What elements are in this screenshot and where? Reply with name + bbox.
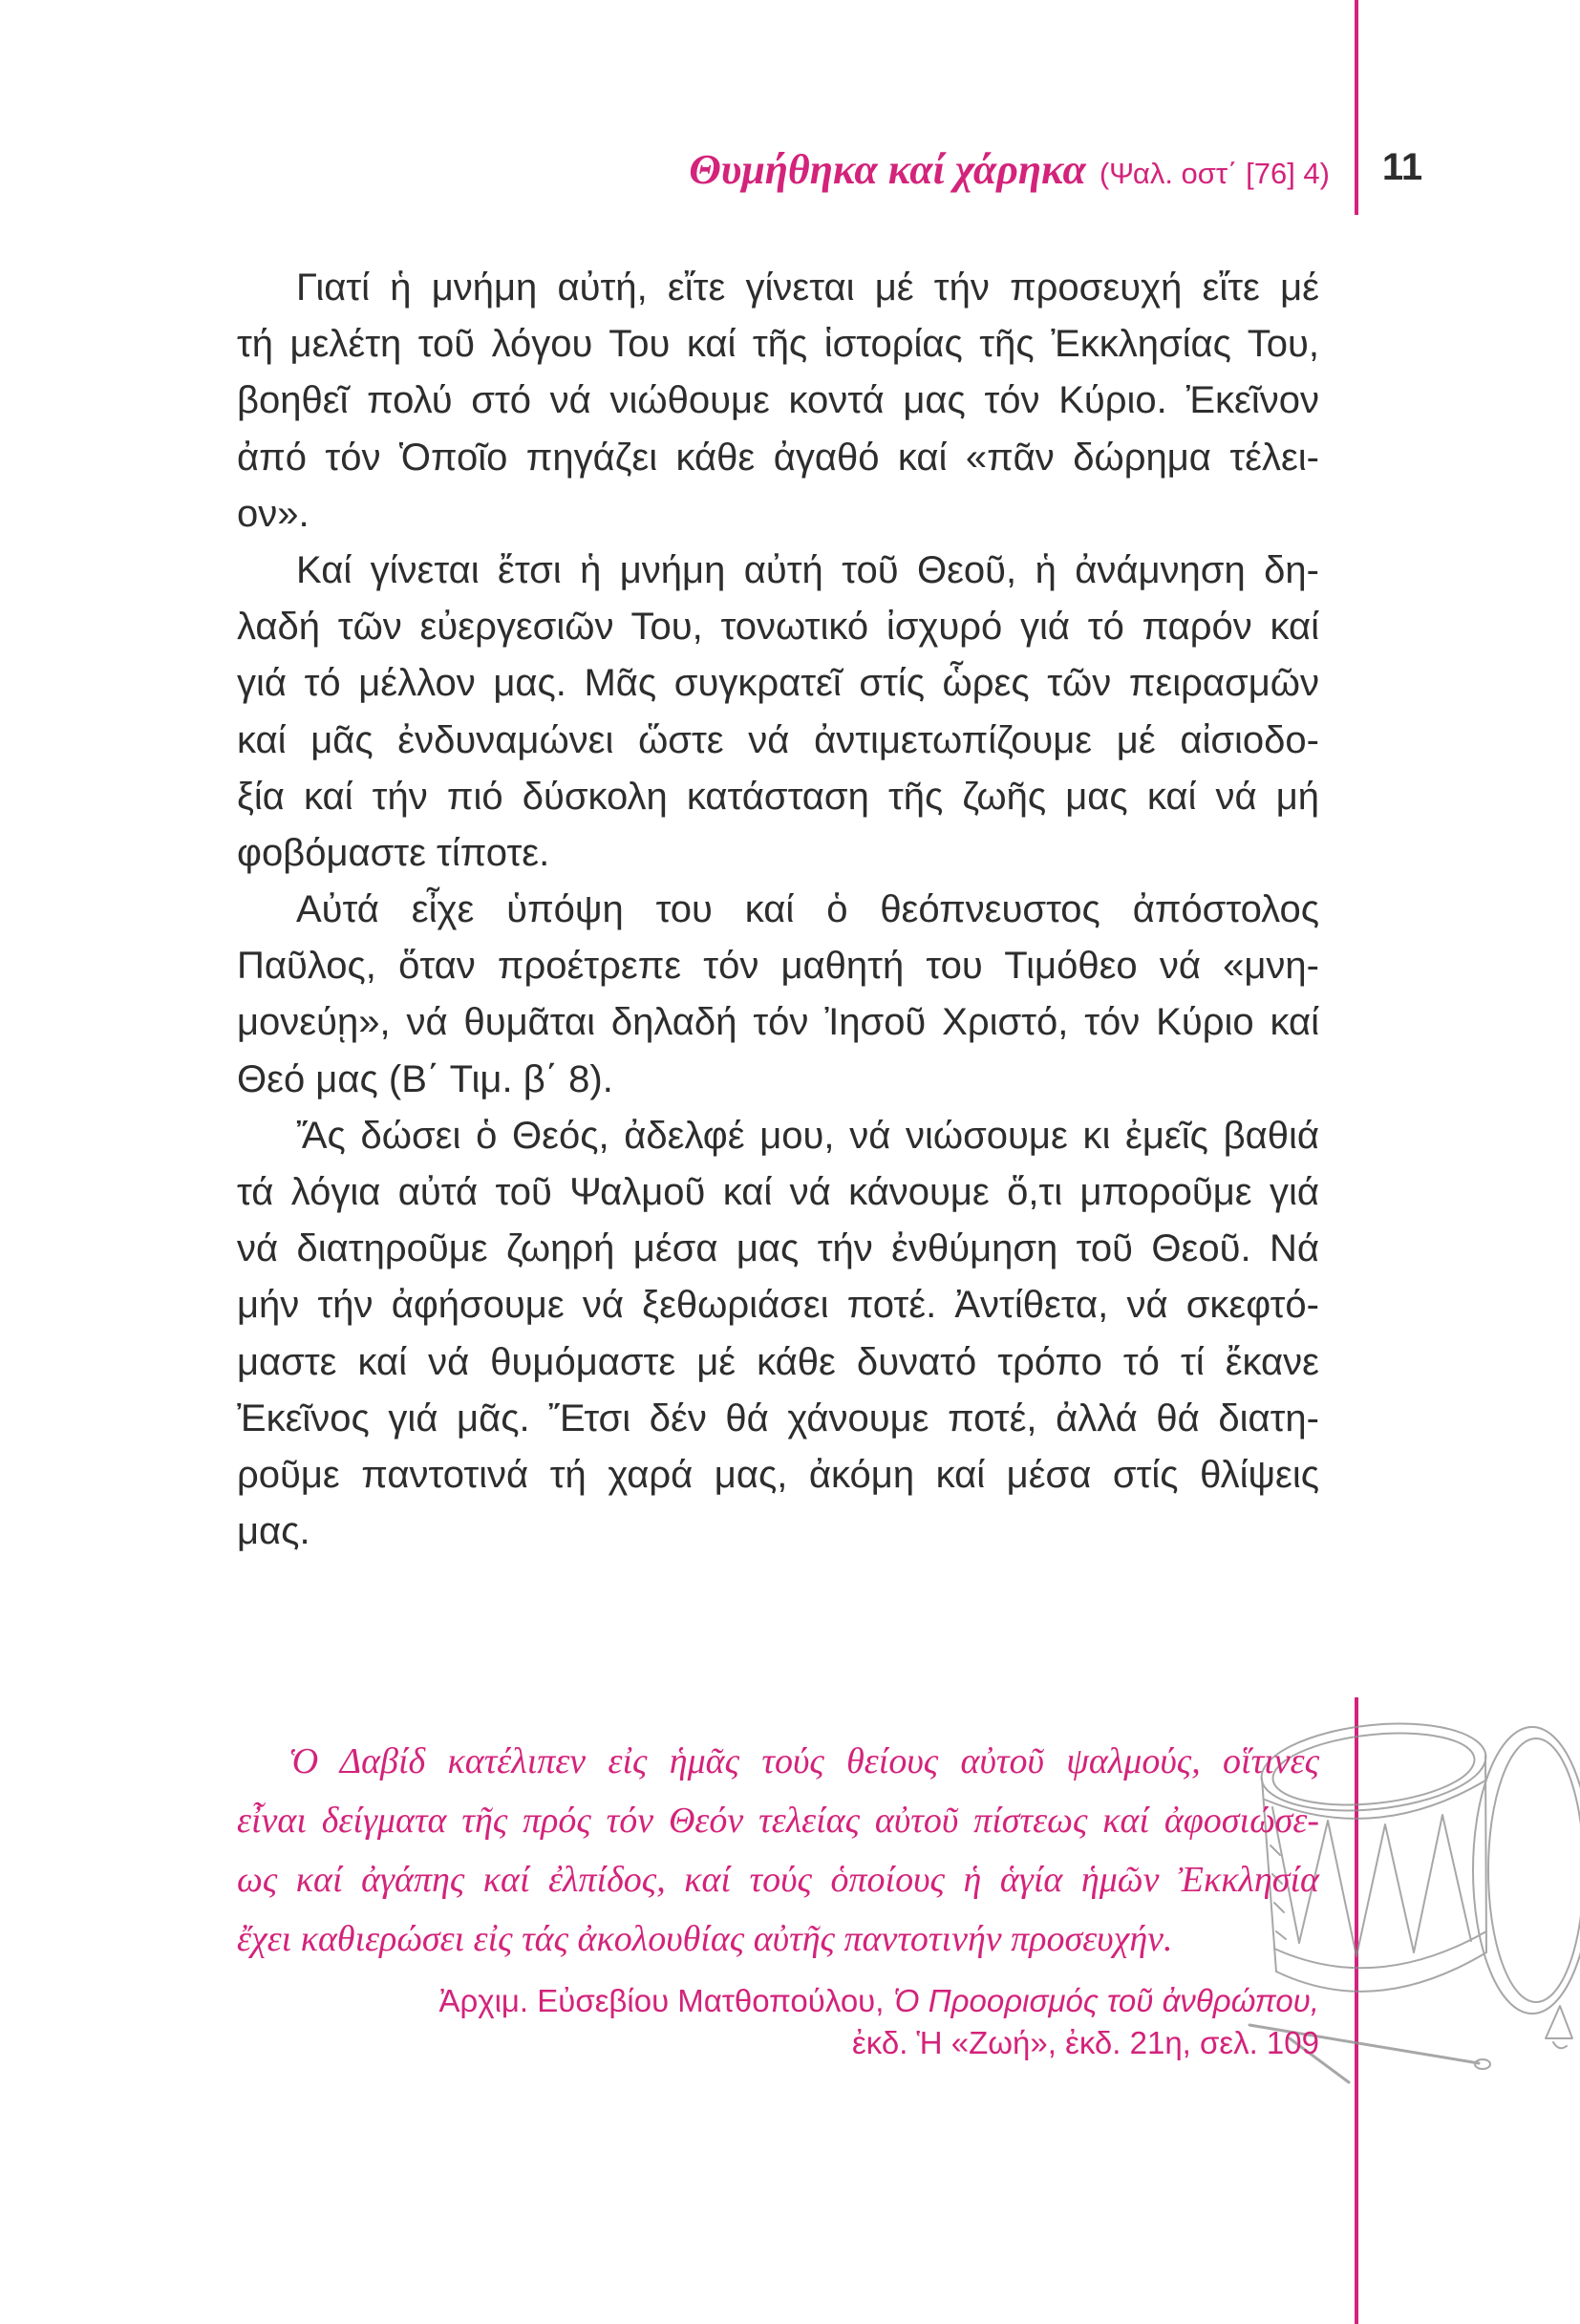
paragraph [237,543,1319,882]
quote-line: Ὁ Δαβίδ κατέλιπεν εἰς ἡμᾶς τούς θείους αὐτοῦ ψαλμούς, οἵτινες [288,1741,1319,1781]
body-line: γιά τό μέλλον μας. Μᾶς συγκρατεῖ στίς ὧρες τῶν πειρασμῶν [237,662,1319,705]
attribution-author: Ἀρχιμ. Εὐσεβίου Ματθοπούλου, [438,1983,885,2018]
body-line: Καί γίνεται ἔτσι ἡ μνήμη αὐτή τοῦ Θεοῦ, ἡ ἀνάμνηση δη- [296,548,1319,591]
body-line: ον». [237,492,310,535]
page-number: 11 [1381,146,1423,188]
attribution-book: Ὁ Προορισμός τοῦ ἀνθρώπου, [893,1983,1319,2018]
body-line: Γιατί ἡ μνήμη αὐτή, εἴτε γίνεται μέ τήν προσευχή εἴτε μέ [296,267,1319,309]
body-line: τή μελέτη τοῦ λόγου Του καί τῆς ἱστορίας τῆς Ἐκκλησίας Του, [237,323,1319,366]
drum-side-right [1485,1756,1486,1952]
body-text [237,260,1319,1560]
body-line: Θεό μας (Β΄ Τιμ. β΄ 8). [237,1057,613,1100]
quote-block [237,1732,1319,1969]
psalm-reference: (Ψαλ. οστ΄ [76] 4) [1099,157,1330,190]
body-line: καί μᾶς ἐνδυναμώνει ὥστε νά ἀντιμετωπίζουμε μέ αἰσιοδο- [237,718,1319,761]
body-line: μας. [237,1510,310,1553]
quote-line: ως καί ἀγάπης καί ἐλπίδος, καί τούς ὁποίους ἡ ἁγία ἡμῶν Ἐκκλησία [237,1860,1319,1900]
sketch-mark [1546,2006,1572,2048]
body-line: τά λόγια αὐτά τοῦ Ψαλμοῦ καί νά κάνουμε ὅ,τι μποροῦμε γιά [237,1171,1319,1213]
attribution-edition: ἐκδ. Ἡ «Ζωή», ἐκδ. 21η, σελ. 109 [852,2025,1319,2060]
body-line: βοηθεῖ πολύ στό νά νιώθουμε κοντά μας τόν Κύριο. Ἐκεῖνον [237,379,1319,422]
body-line: Αὐτά εἶχε ὑπόψη του καί ὁ θεόπνευστος ἀπόστολος [296,888,1319,931]
quote-line: ἔχει καθιερώσει εἰς τάς ἀκολουθίας αὐτῆς παντοτινήν προσευχήν. [237,1919,1173,1959]
body-line: Παῦλος, ὅταν προέτρεπε τόν μαθητή του Τιμόθεο νά «μνη- [237,945,1319,988]
header-rule [1355,0,1358,215]
frame-drum-head [1488,1738,1580,2002]
body-line: ξία καί τήν πιό δύσκολη κατάσταση τῆς ζωῆς μας καί νά μή [237,775,1319,818]
body-line: φοβόμαστε τίποτε. [237,831,550,874]
frame-drum [1473,1727,1580,2014]
body-line: μονεύῃ», νά θυμᾶται δηλαδή τόν Ἰησοῦ Χριστό, τόν Κύριο καί [237,1001,1319,1044]
body-line: λαδή τῶν εὐεργεσιῶν Του, τονωτικό ἰσχυρό γιά τό παρόν καί [237,606,1319,649]
body-line: ἀπό τόν Ὁποῖο πηγάζει κάθε ἀγαθό καί «πᾶν δώρημα τέλει- [237,436,1319,479]
quote-attribution [237,1980,1319,2064]
running-header [689,141,1330,199]
attribution-source-line [237,1980,1319,2022]
paragraph [237,260,1319,543]
body-line: ροῦμε παντοτινά τή χαρά μας, ἀκόμη καί μέσα στίς θλίψεις [237,1453,1319,1496]
paragraph [237,882,1319,1108]
body-line: μαστε καί νά θυμόμαστε μέ κάθε δυνατό τρόπο τό τί ἔκανε [237,1340,1319,1383]
chapter-title: Θυμήθηκα καί χάρηκα [689,146,1086,193]
quote-line: εἶναι δείγματα τῆς πρός τόν Θεόν τελείας αὐτοῦ πίστεως καί ἀφοσιώσε- [237,1801,1319,1841]
body-line: μήν τήν ἀφήσουμε νά ξεθωριάσει ποτέ. Ἀντίθετα, νά σκεφτό- [237,1284,1319,1327]
body-line: Ἐκεῖνος γιά μᾶς. Ἔτσι δέν θά χάνουμε ποτέ, ἀλλά θά διατη- [237,1397,1319,1439]
body-line: νά διατηροῦμε ζωηρή μέσα μας τήν ἐνθύμηση τοῦ Θεοῦ. Νά [237,1227,1319,1270]
body-line: Ἄς δώσει ὁ Θεός, ἀδελφέ μου, νά νιώσουμε κι ἐμεῖς βαθιά [296,1114,1319,1157]
paragraph [237,1108,1319,1561]
